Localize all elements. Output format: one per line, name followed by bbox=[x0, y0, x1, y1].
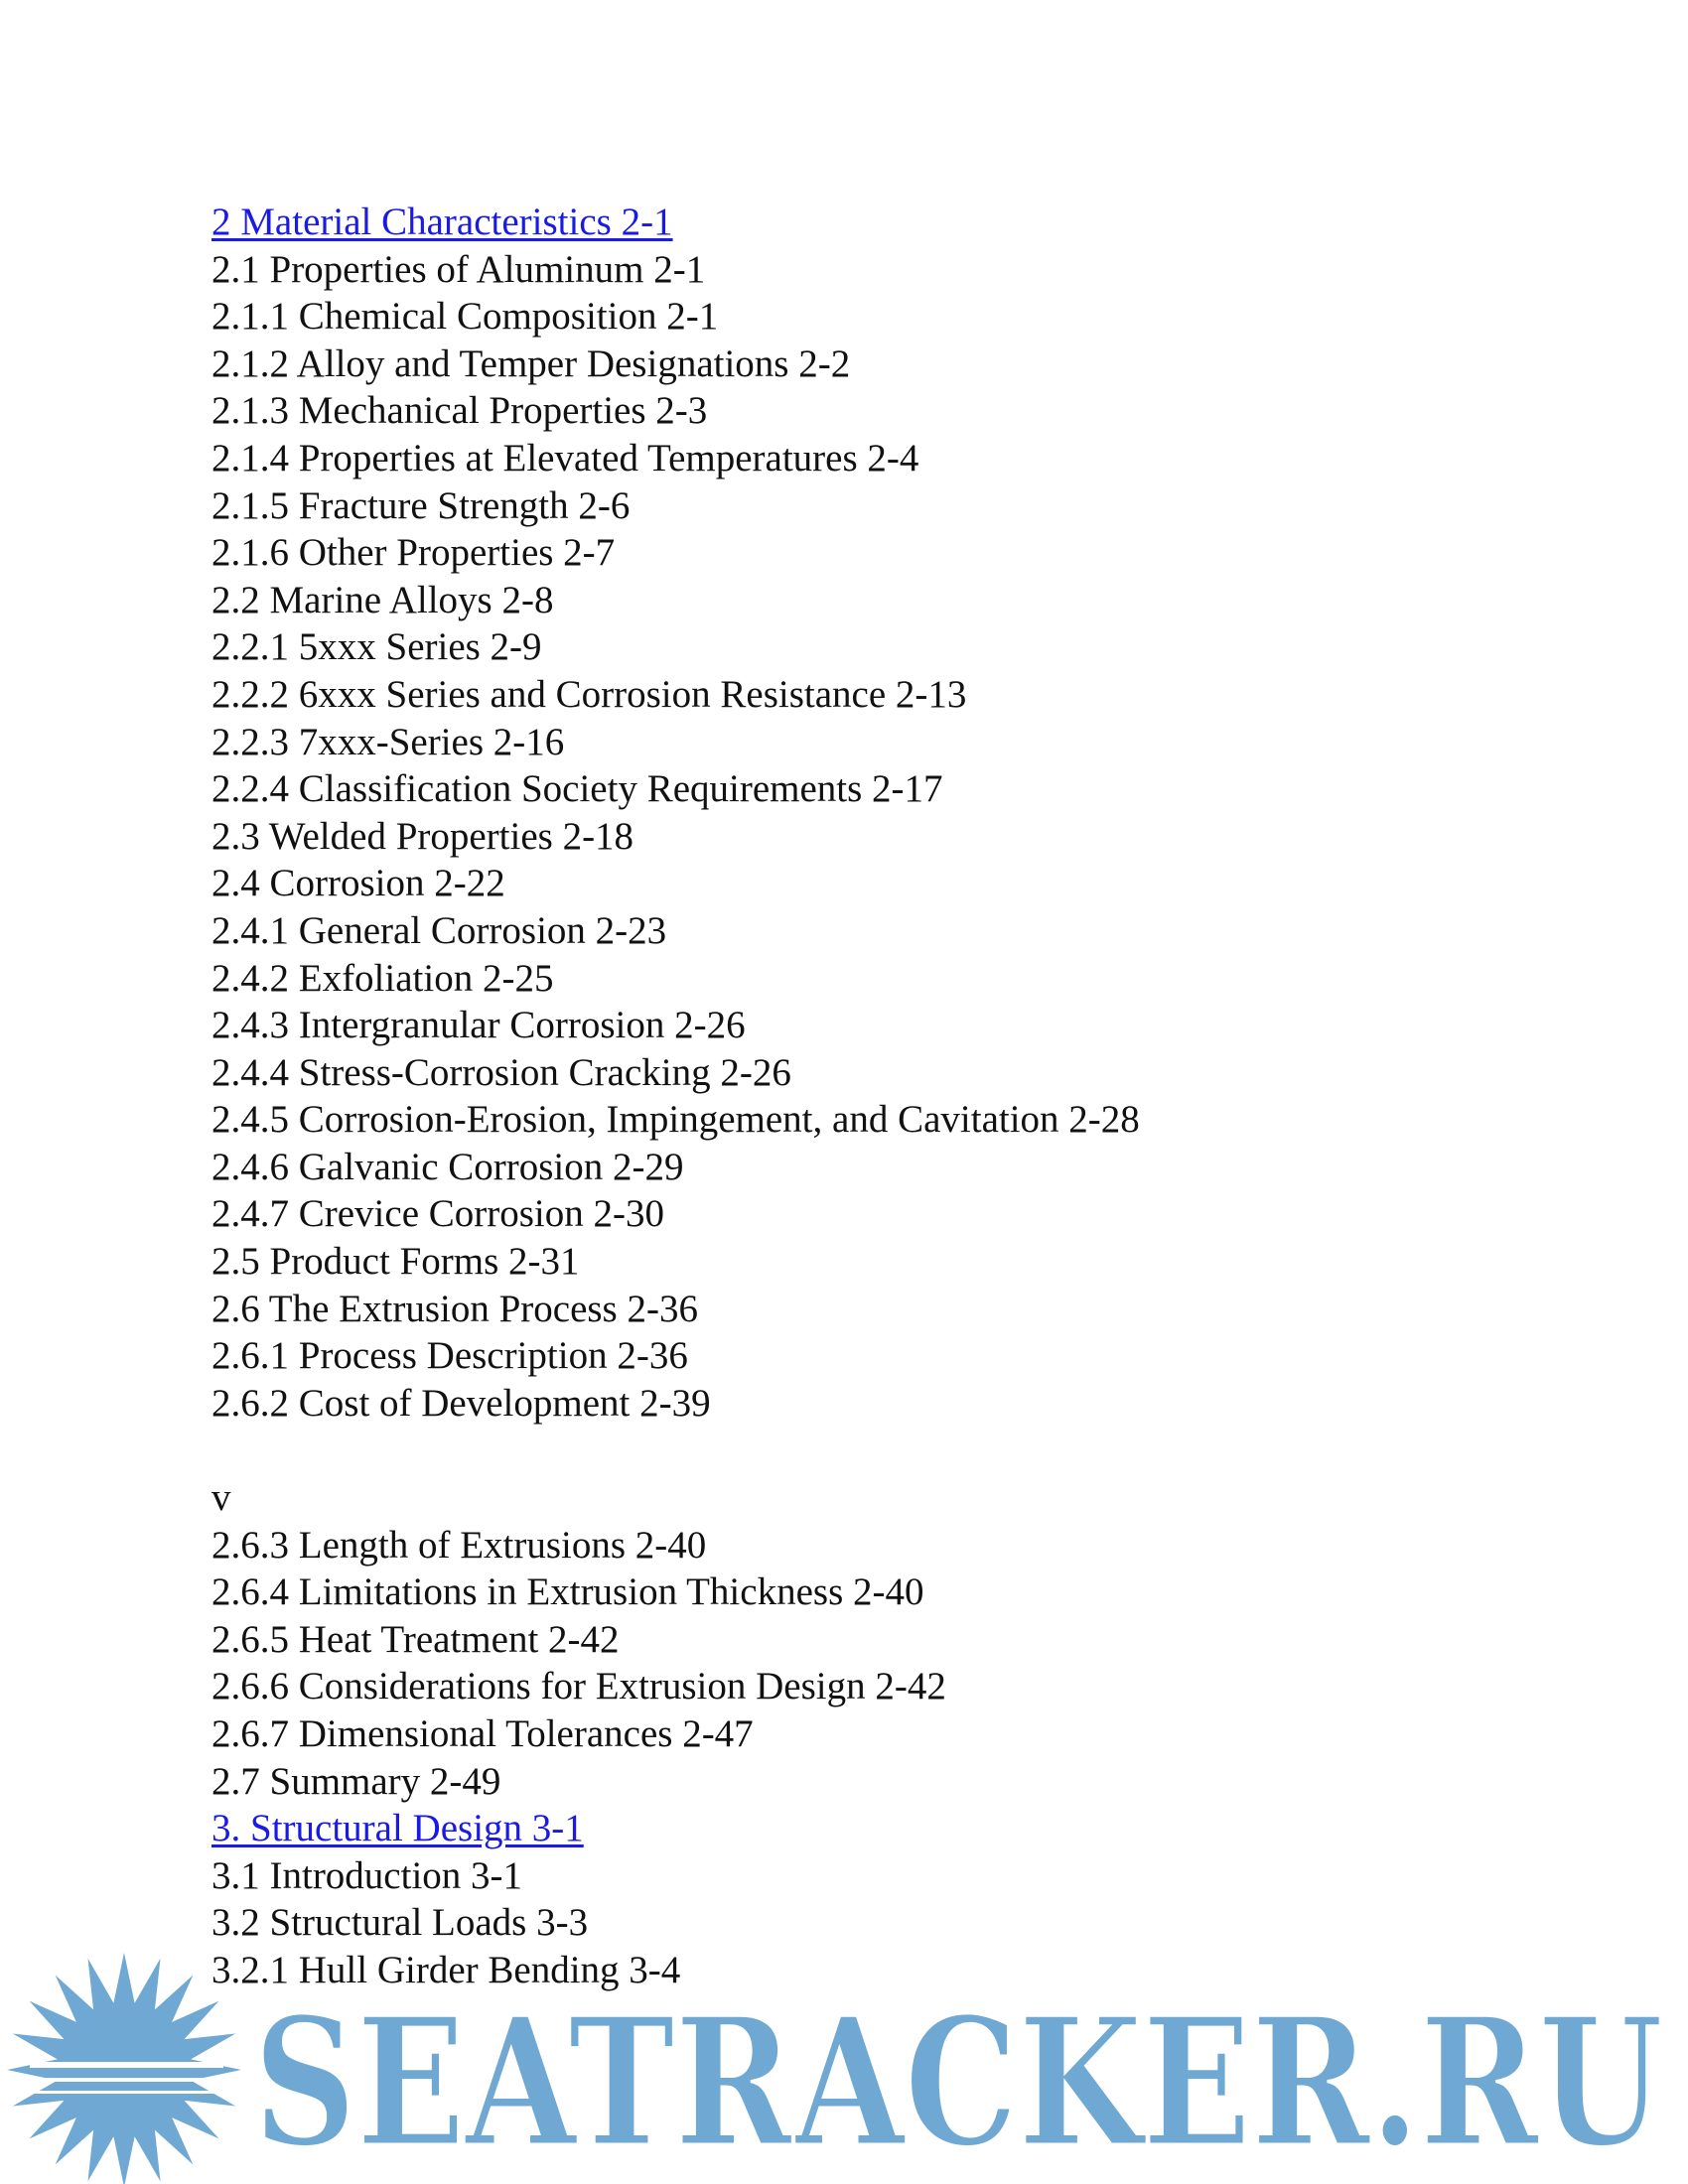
toc-entry-2-2-2: 2.2.2 6xxx Series and Corrosion Resistance 2-13 bbox=[211, 672, 967, 716]
toc-entry-2-6-3: 2.6.3 Length of Extrusions 2-40 bbox=[211, 1523, 707, 1567]
spacer bbox=[211, 1427, 1140, 1474]
toc-entry-2-1-6: 2.1.6 Other Properties 2-7 bbox=[211, 531, 616, 575]
toc-entry-2-4-7: 2.4.7 Crevice Corrosion 2-30 bbox=[211, 1192, 665, 1236]
toc-entry-3-2: 3.2 Structural Loads 3-3 bbox=[211, 1901, 589, 1945]
toc-entry-2-7: 2.7 Summary 2-49 bbox=[211, 1759, 501, 1803]
toc-entry-2-6-4: 2.6.4 Limitations in Extrusion Thickness 2-40 bbox=[211, 1570, 924, 1614]
toc-entry-2-4: 2.4 Corrosion 2-22 bbox=[211, 862, 505, 905]
toc-entry-2-1-4: 2.1.4 Properties at Elevated Temperatures 2-4 bbox=[211, 436, 919, 479]
toc-entry-2-6-5: 2.6.5 Heat Treatment 2-42 bbox=[211, 1617, 620, 1661]
toc-entry-2-1-2: 2.1.2 Alloy and Temper Designations 2-2 bbox=[211, 341, 851, 385]
sun-icon bbox=[7, 1953, 241, 2184]
toc-entry-3 bbox=[211, 1805, 1140, 1852]
toc-entry-2-4-4: 2.4.4 Stress-Corrosion Cracking 2-26 bbox=[211, 1050, 791, 1094]
toc-entry-2-6-1: 2.6.1 Process Description 2-36 bbox=[211, 1334, 688, 1378]
toc-entry-2-2-1: 2.2.1 5xxx Series 2-9 bbox=[211, 625, 542, 669]
toc-entry-2-4-5: 2.4.5 Corrosion-Erosion, Impingement, and Cavitation 2-28 bbox=[211, 1098, 1140, 1142]
toc-entry-2-4-1: 2.4.1 General Corrosion 2-23 bbox=[211, 908, 667, 952]
toc-entry-2-4-2: 2.4.2 Exfoliation 2-25 bbox=[211, 956, 554, 1000]
toc-entry-2-1-5: 2.1.5 Fracture Strength 2-6 bbox=[211, 483, 631, 527]
toc-entry-2-6-2: 2.6.2 Cost of Development 2-39 bbox=[211, 1381, 711, 1425]
toc-entry-2-3: 2.3 Welded Properties 2-18 bbox=[211, 814, 634, 858]
toc-entry-2 bbox=[211, 199, 1140, 246]
toc-entry-2-5: 2.5 Product Forms 2-31 bbox=[211, 1240, 580, 1284]
toc-entry-2-1: 2.1 Properties of Aluminum 2-1 bbox=[211, 247, 706, 291]
toc-entry-2-6: 2.6 The Extrusion Process 2-36 bbox=[211, 1287, 698, 1330]
toc-entry-2-2: 2.2 Marine Alloys 2-8 bbox=[211, 578, 554, 621]
watermark bbox=[0, 1936, 1688, 2184]
toc-entry-2-6-7: 2.6.7 Dimensional Tolerances 2-47 bbox=[211, 1712, 754, 1755]
toc-entry-2-1-3: 2.1.3 Mechanical Properties 2-3 bbox=[211, 389, 708, 433]
toc-entry-2-2-4: 2.2.4 Classification Society Requirements 2-17 bbox=[211, 767, 943, 811]
toc-link-chapter-3[interactable]: 3. Structural Design 3-1 bbox=[211, 1807, 584, 1850]
toc-entry-3-1: 3.1 Introduction 3-1 bbox=[211, 1853, 523, 1897]
toc-entry-2-4-6: 2.4.6 Galvanic Corrosion 2-29 bbox=[211, 1145, 684, 1188]
toc-entry-2-1-1: 2.1.1 Chemical Composition 2-1 bbox=[211, 295, 719, 339]
toc-entry-2-4-3: 2.4.3 Intergranular Corrosion 2-26 bbox=[211, 1004, 746, 1047]
toc-entry-2-6-6: 2.6.6 Considerations for Extrusion Design 2-42 bbox=[211, 1665, 946, 1708]
toc-entry-3-2-1: 3.2.1 Hull Girder Bending 3-4 bbox=[211, 1948, 681, 1991]
toc-entry-2-2-3: 2.2.3 7xxx-Series 2-16 bbox=[211, 720, 565, 763]
toc-link-chapter-2[interactable]: 2 Material Characteristics 2-1 bbox=[211, 201, 673, 243]
page-number: v bbox=[211, 1476, 231, 1520]
watermark-text: SEATRACKER.RU bbox=[253, 1979, 1663, 2184]
table-of-contents bbox=[211, 199, 1140, 1994]
